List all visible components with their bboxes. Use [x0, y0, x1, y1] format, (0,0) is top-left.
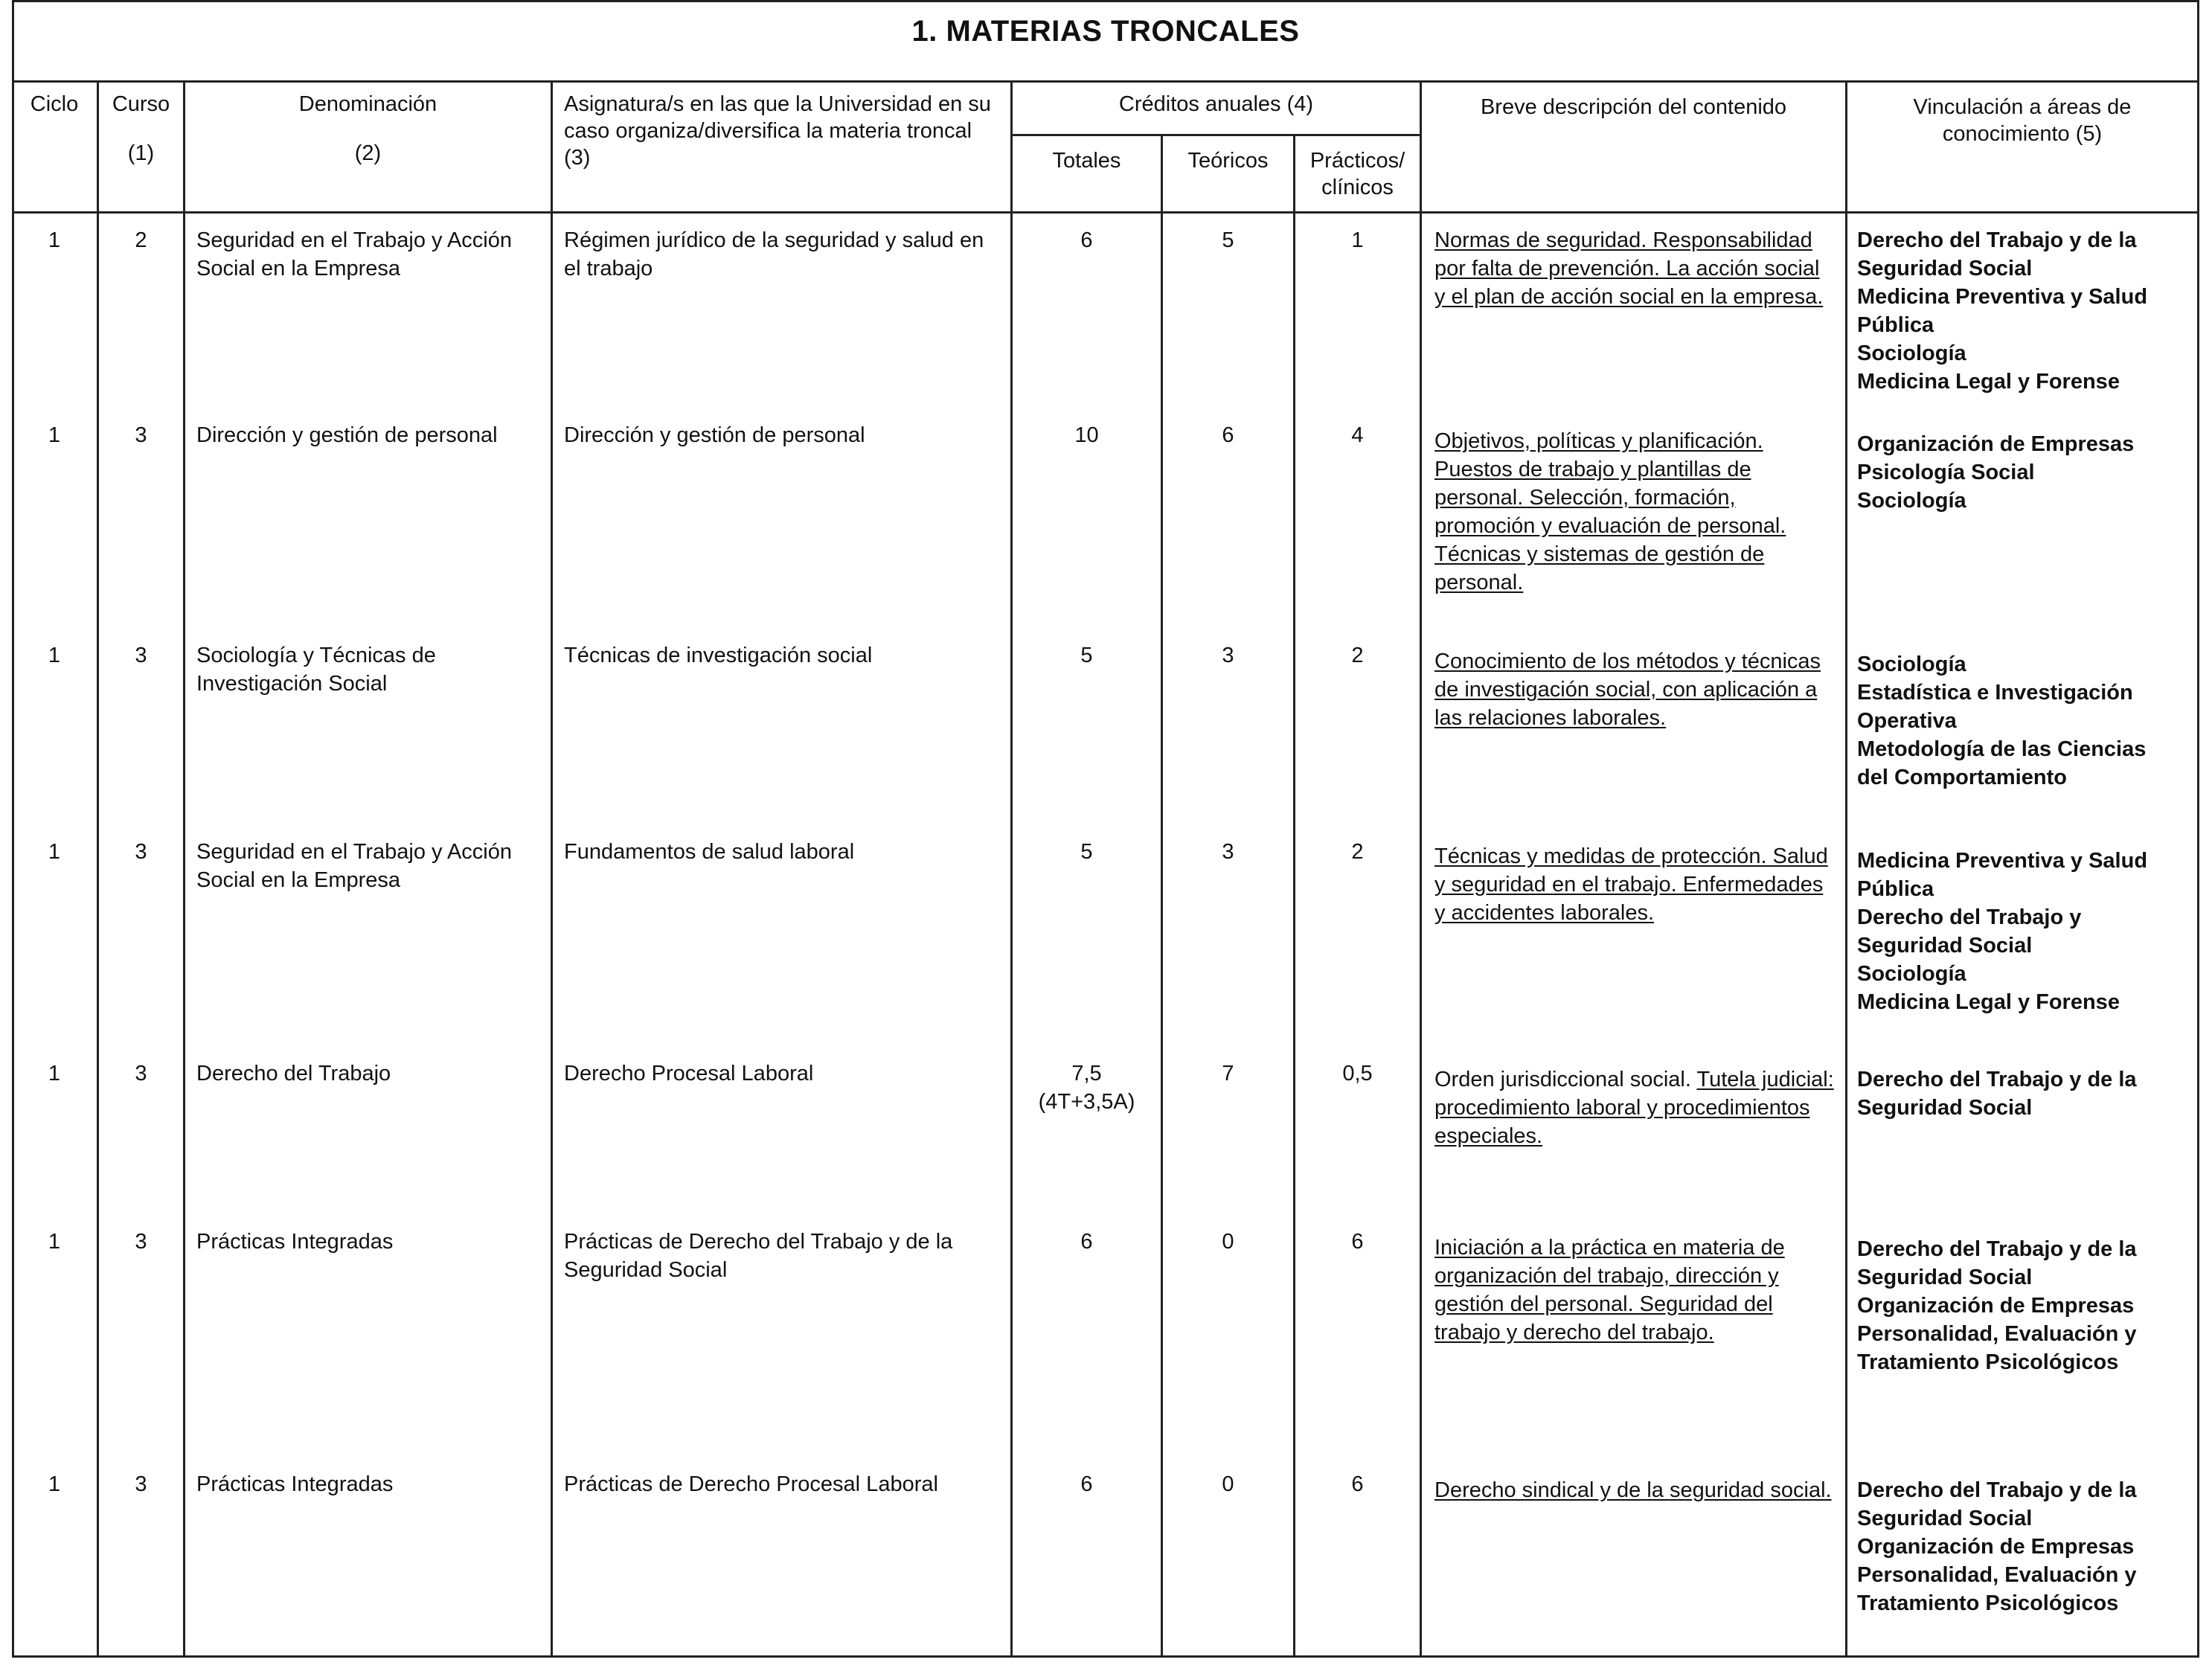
cell-curso: 3 [135, 1472, 147, 1496]
area-line: Metodología de las Ciencias [1857, 737, 2147, 761]
descripcion-underlined-text: Tutela judicial: procedimiento laboral y procedimientos especiales. [1434, 1068, 1834, 1148]
header-curso-note: (1) [127, 141, 155, 165]
header-practicos: Prácticos/ clínicos [1309, 149, 1405, 199]
area-line: Estadística e Investigación [1857, 681, 2133, 705]
col-divider-1 [97, 80, 99, 1658]
cell-ciclo: 1 [48, 840, 61, 864]
cell-teoricos: 3 [1222, 644, 1234, 667]
col-divider-7 [1420, 80, 1422, 1658]
cell-ciclo: 1 [48, 1472, 61, 1496]
cell-denominacion: Prácticas Integradas [196, 1230, 394, 1254]
cell-denominacion: Derecho del Trabajo [196, 1062, 391, 1085]
cell-ciclo: 1 [48, 1062, 61, 1085]
header-asignatura: Asignatura/s en las que la Universidad en su caso organiza/diversifica la materia troncal (3) [564, 92, 991, 170]
area-line: Derecho del Trabajo y [1857, 905, 2082, 929]
cell-practicos: 6 [1351, 1472, 1364, 1496]
col-divider-4 [1010, 80, 1013, 1658]
area-line: Seguridad Social [1857, 1096, 2033, 1120]
area-line: Pública [1857, 313, 1934, 337]
cell-curso: 3 [135, 644, 147, 667]
col-divider-3 [551, 80, 553, 1658]
cell-vinculacion [1857, 847, 2192, 1016]
cell-curso: 2 [135, 228, 147, 252]
cell-practicos: 0,5 [1342, 1062, 1373, 1085]
area-line: Medicina Legal y Forense [1857, 990, 2120, 1014]
col-divider-8 [1845, 80, 1847, 1658]
cell-teoricos: 3 [1222, 840, 1234, 864]
cell-ciclo: 1 [48, 1230, 61, 1254]
area-line: Seguridad Social [1857, 257, 2033, 280]
cell-totales: 7,5 [1071, 1062, 1102, 1085]
title-rule [12, 80, 2199, 83]
cell-practicos: 2 [1351, 840, 1364, 864]
cell-descripcion [1434, 1476, 1836, 1504]
area-line: Pública [1857, 877, 1934, 901]
header-teoricos: Teóricos [1187, 149, 1269, 173]
area-line: Medicina Legal y Forense [1857, 370, 2120, 394]
cell-descripcion [1434, 1065, 1836, 1150]
area-line: Tratamiento Psicológicos [1857, 1350, 2119, 1374]
header-descripcion: Breve descripción del contenido [1480, 95, 1787, 119]
cell-asignatura: Prácticas de Derecho del Trabajo y de la Seguridad Social [564, 1230, 953, 1282]
descripcion-underlined-text: Normas de seguridad. Responsabilidad por falta de prevención. La acción social y el plan de acción social en la empresa. [1434, 228, 1824, 309]
header-denominacion: Denominación [298, 92, 437, 116]
cell-teoricos: 6 [1222, 423, 1234, 447]
cell-asignatura: Fundamentos de salud laboral [564, 840, 855, 864]
cell-totales: 6 [1080, 228, 1093, 252]
cell-descripcion [1434, 842, 1836, 927]
cell-ciclo: 1 [48, 644, 61, 667]
page-title: 1. MATERIAS TRONCALES [911, 15, 1300, 48]
cell-vinculacion [1857, 1065, 2192, 1122]
cell-curso: 3 [135, 840, 147, 864]
cell-denominacion: Prácticas Integradas [196, 1472, 394, 1496]
cell-ciclo: 1 [48, 228, 61, 252]
area-line: Medicina Preventiva y Salud [1857, 849, 2148, 873]
area-line: Seguridad Social [1857, 1507, 2033, 1530]
cell-asignatura: Derecho Procesal Laboral [564, 1062, 814, 1085]
header-ciclo: Ciclo [30, 92, 79, 116]
area-line: Derecho del Trabajo y de la [1857, 228, 2137, 252]
cell-totales: 5 [1080, 644, 1093, 667]
area-line: Personalidad, Evaluación y [1857, 1322, 2137, 1346]
cell-totales-detail: (4T+3,5A) [1038, 1090, 1135, 1114]
cell-curso: 3 [135, 1230, 147, 1254]
descripcion-underlined-text: Técnicas y medidas de protección. Salud y seguridad en el trabajo. Enfermedades y accidentes laborales. [1434, 844, 1828, 925]
descripcion-plain-text: Orden jurisdiccional social. [1434, 1068, 1697, 1091]
descripcion-underlined-text: Objetivos, políticas y planificación. Puestos de trabajo y plantillas de personal. Selección, formación, promoción y evaluación de personal. Técnicas y sistemas de gestión de personal. [1434, 429, 1786, 594]
cell-teoricos: 0 [1222, 1472, 1234, 1496]
cell-asignatura: Prácticas de Derecho Procesal Laboral [564, 1472, 938, 1496]
area-line: Sociología [1857, 489, 1966, 513]
cell-practicos: 4 [1351, 423, 1364, 447]
cell-descripcion [1434, 427, 1836, 597]
header-denominacion-note: (2) [354, 141, 382, 165]
cell-practicos: 6 [1351, 1230, 1364, 1254]
cell-descripcion [1434, 1234, 1836, 1347]
cell-teoricos: 5 [1222, 228, 1234, 252]
cell-denominacion: Dirección y gestión de personal [196, 423, 498, 447]
cell-curso: 3 [135, 423, 147, 447]
descripcion-underlined-text: Conocimiento de los métodos y técnicas de investigación social, con aplicación a las relaciones laborales. [1434, 650, 1821, 730]
cell-ciclo: 1 [48, 423, 61, 447]
cell-denominacion: Seguridad en el Trabajo y Acción Social en la Empresa [196, 840, 512, 892]
cell-asignatura: Dirección y gestión de personal [564, 423, 865, 447]
cell-descripcion [1434, 647, 1836, 732]
cell-curso: 3 [135, 1062, 147, 1085]
cell-asignatura: Técnicas de investigación social [564, 644, 873, 667]
cell-totales: 6 [1080, 1230, 1093, 1254]
area-line: Sociología [1857, 652, 1966, 676]
area-line: Derecho del Trabajo y de la [1857, 1237, 2137, 1261]
header-rule [12, 211, 2199, 214]
creditos-sub-rule [1010, 134, 1420, 136]
area-line: Seguridad Social [1857, 934, 2033, 958]
cell-totales: 5 [1080, 840, 1093, 864]
col-divider-5 [1161, 134, 1163, 1658]
cell-vinculacion [1857, 1235, 2192, 1376]
area-line: Tratamiento Psicológicos [1857, 1591, 2119, 1615]
area-line: Operativa [1857, 709, 1957, 733]
area-line: Sociología [1857, 962, 1966, 986]
cell-descripcion [1434, 226, 1836, 311]
header-totales: Totales [1052, 149, 1121, 173]
cell-asignatura: Régimen jurídico de la seguridad y salud en el trabajo [564, 228, 984, 280]
header-curso: Curso [112, 92, 170, 116]
descripcion-underlined-text: Iniciación a la práctica en materia de organización del trabajo, dirección y gestión del personal. Seguridad del trabajo y derecho del trabajo. [1434, 1236, 1785, 1344]
header-vinculacion: Vinculación a áreas de conocimiento (5) [1913, 95, 2132, 146]
area-line: Seguridad Social [1857, 1266, 2033, 1289]
cell-practicos: 2 [1351, 644, 1364, 667]
area-line: Personalidad, Evaluación y [1857, 1563, 2137, 1587]
cell-denominacion: Seguridad en el Trabajo y Acción Social en la Empresa [196, 228, 512, 280]
cell-teoricos: 7 [1222, 1062, 1234, 1085]
area-line: Organización de Empresas [1857, 1294, 2135, 1318]
area-line: Medicina Preventiva y Salud [1857, 285, 2148, 309]
area-line: del Comportamiento [1857, 766, 2067, 789]
area-line: Organización de Empresas [1857, 432, 2135, 456]
cell-vinculacion [1857, 1476, 2192, 1617]
col-divider-6 [1293, 134, 1295, 1658]
descripcion-underlined-text: Derecho sindical y de la seguridad social. [1434, 1478, 1832, 1502]
cell-totales: 6 [1080, 1472, 1093, 1496]
area-line: Psicología Social [1857, 461, 2035, 484]
header-creditos: Créditos anuales (4) [1118, 92, 1314, 116]
cell-totales: 10 [1074, 423, 1099, 447]
area-line: Sociología [1857, 341, 1966, 365]
cell-vinculacion [1857, 430, 2192, 515]
cell-vinculacion [1857, 226, 2192, 396]
area-line: Organización de Empresas [1857, 1535, 2135, 1559]
area-line: Derecho del Trabajo y de la [1857, 1478, 2137, 1502]
top-rule [12, 0, 2199, 2]
cell-teoricos: 0 [1222, 1230, 1234, 1254]
cell-practicos: 1 [1351, 228, 1364, 252]
cell-denominacion: Sociología y Técnicas de Investigación Social [196, 644, 436, 696]
cell-vinculacion [1857, 650, 2192, 792]
area-line: Derecho del Trabajo y de la [1857, 1068, 2137, 1091]
col-divider-2 [183, 80, 185, 1658]
